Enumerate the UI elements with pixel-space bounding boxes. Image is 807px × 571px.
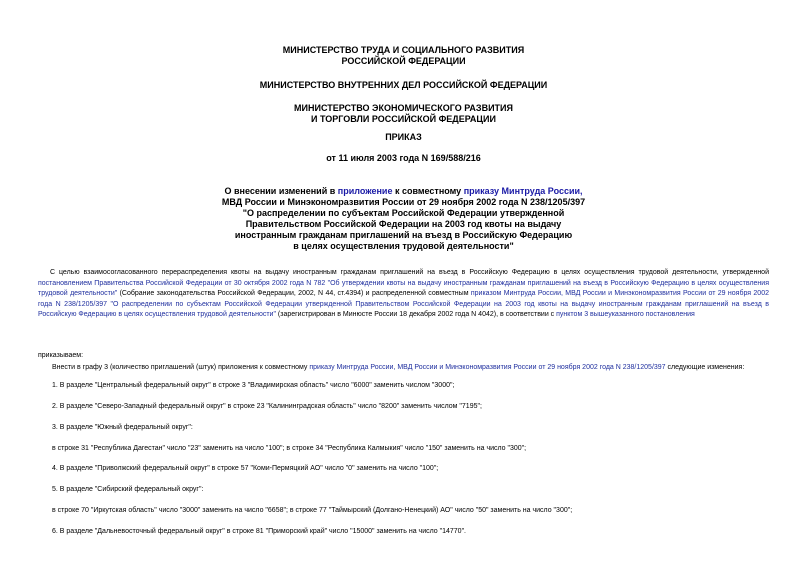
list-item: в строке 31 "Республика Дагестан" число "23" заменить на число "100"; в строке 34 "Республика Калмыкия" число "150" заменить на число "300";: [52, 445, 527, 452]
list-item: в строке 70 "Иркутская область" число "3000" заменить на число "6658"; в строке 77 "Таймырский (Долгано-Ненецкий) АО" число "50" заменить на число "300";: [52, 507, 573, 514]
title-line3: "О распределении по субъектам Российской Федерации утвержденной: [242, 208, 565, 218]
amended-order-link[interactable]: приказу Минтруда России, МВД России и Минэкономразвития России от 29 ноября 2002 года N 238/1205/397: [309, 364, 666, 371]
ministry-labour-line1: МИНИСТЕРСТВО ТРУДА И СОЦИАЛЬНОГО РАЗВИТИЯ: [282, 45, 525, 55]
list-item: 4. В разделе "Приволжский федеральный округ" в строке 57 "Коми-Пермяцкий АО" число "0" заменить на число "100";: [52, 465, 439, 472]
document-date: от 11 июля 2003 года N 169/588/216: [326, 153, 481, 163]
preamble-text-2: (Собрание законодательства Российской Федерации, 2002, N 44, ст.4394) и распределенной совместным: [117, 290, 471, 297]
title-line5: иностранным гражданам приглашений на въезд в Российскую Федерацию: [234, 230, 573, 240]
list-item: 6. В разделе "Дальневосточный федеральный округ" в строке 81 "Приморский край" число "15000" заменить на число "14770".: [52, 528, 466, 535]
ministry-interior-heading: МИНИСТЕРСТВО ВНУТРЕННИХ ДЕЛ РОССИЙСКОЙ ФЕДЕРАЦИИ: [259, 80, 548, 90]
title-text-2: к совместному: [392, 186, 464, 196]
amendment-intro: [52, 363, 744, 373]
title-line4: Правительством Российской Федерации на 2003 год квоты на выдачу: [245, 219, 562, 229]
ministry-economy-heading: [0, 103, 807, 125]
order-word: приказываем:: [38, 352, 84, 359]
list-item: 2. В разделе "Северо-Западный федеральный округ" в строке 23 "Калининградская область" число "8200" заменить числом "7195";: [52, 403, 482, 410]
preamble-paragraph: [38, 268, 769, 321]
document-title: [0, 186, 807, 252]
title-line6: в целях осуществления трудовой деятельности": [293, 241, 514, 251]
document-type: ПРИКАЗ: [385, 132, 422, 142]
title-line1: [0, 186, 807, 197]
list-item: 3. В разделе "Южный федеральный округ":: [52, 424, 193, 431]
ministry-labour-heading: [0, 45, 807, 67]
appendix-link[interactable]: приложение: [337, 186, 393, 196]
title-line2: МВД России и Минэкономразвития России от 29 ноября 2002 года N 238/1205/397: [221, 197, 586, 207]
list-item: 1. В разделе "Центральный федеральный округ" в строке 3 "Владимирская область" число "6000" заменить числом "3000";: [52, 382, 455, 389]
ministry-economy-line2: И ТОРГОВЛИ РОССИЙСКОЙ ФЕДЕРАЦИИ: [311, 114, 496, 124]
list-item: 5. В разделе "Сибирский федеральный округ":: [52, 486, 204, 493]
joint-order-link[interactable]: приказу Минтруда России,: [463, 186, 583, 196]
preamble-text-1: С целью взаимосогласованного перераспределения квоты на выдачу иностранным гражданам приглашений на въезд в Российскую Федерацию в целях осуществления трудовой деятельности, утвержденной: [50, 269, 769, 276]
amendment-text-1: Внести в графу 3 (количество приглашений (штук) приложения к совместному: [52, 364, 310, 371]
amendment-text-2: следующие изменения:: [665, 364, 745, 371]
joint-order-full-link[interactable]: приказом Минтруда России, МВД России и Минэкономразвития России от 29 ноября 2002 года N 238/1205/397 "О распределении по субъектам Российской Федерации утвержденной Правительством Российской Федерации на 2003 год квоты на выдачу иностранным гражданам приглашений на въезд в Российскую Федерацию в целях осуществления трудовой деятельности": [38, 290, 769, 318]
title-text-1: О внесении изменений в: [224, 186, 338, 196]
preamble-text-3: (зарегистрирован в Минюсте России 18 декабря 2002 года N 4042), в соответствии с: [275, 311, 557, 318]
ministry-labour-line2: РОССИЙСКОЙ ФЕДЕРАЦИИ: [341, 56, 466, 66]
government-resolution-link[interactable]: постановлением Правительства Российской Федерации от 30 октября 2002 года N 782 "Об утверждении квоты на выдачу иностранным гражданам приглашений на въезд в Российскую Федерацию в целях осуществления трудовой деятельности": [38, 279, 769, 297]
ministry-economy-line1: МИНИСТЕРСТВО ЭКОНОМИЧЕСКОГО РАЗВИТИЯ: [294, 103, 513, 113]
resolution-clause-link[interactable]: пунктом 3 вышеуказанного постановления: [556, 311, 695, 318]
